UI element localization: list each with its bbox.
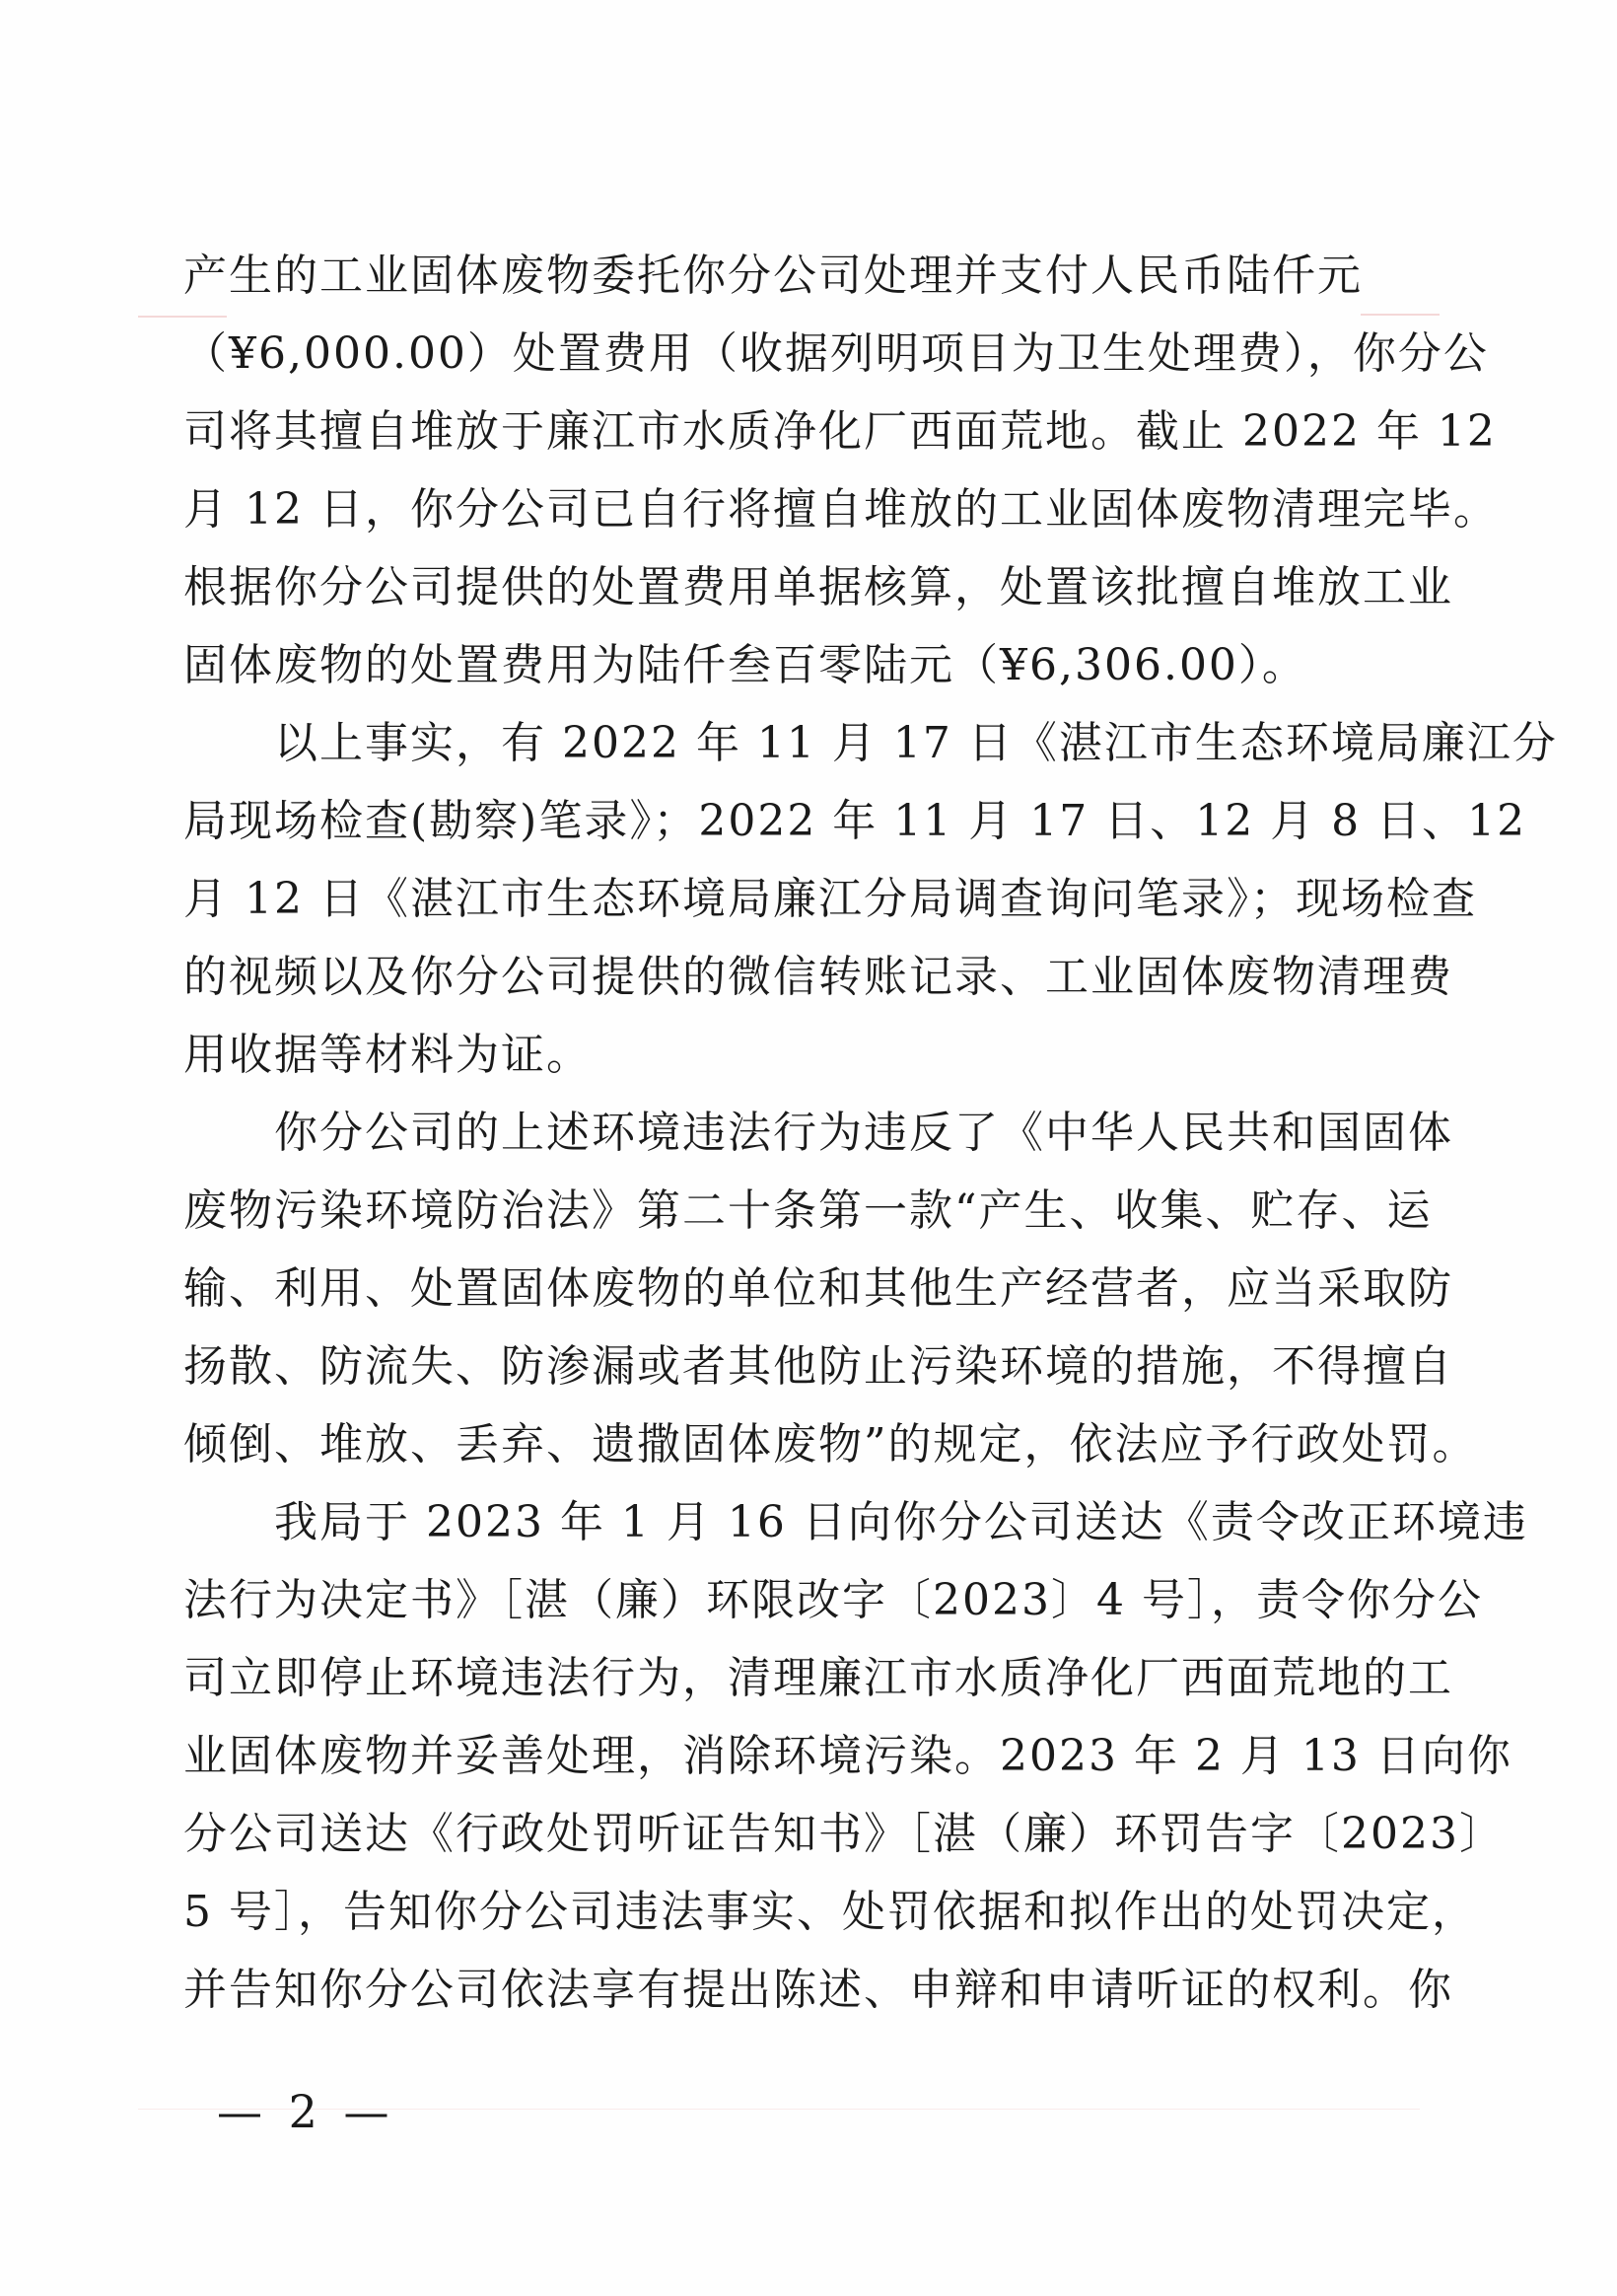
text-line: 倾倒、堆放、丢弃、遗撒固体废物”的规定，依法应予行政处罚。 <box>183 1419 1478 1470</box>
text-line: 分公司送达《行政处罚听证告知书》［湛（廉）环罚告字〔2023〕 <box>183 1809 1505 1859</box>
text-line: 你分公司的上述环境违法行为违反了《中华人民共和国固体 <box>183 1108 1453 1158</box>
text-line: （¥6,000.00）处置费用（收据列明项目为卫生处理费），你分公 <box>183 328 1489 379</box>
text-line: 业固体废物并妥善处理，消除环境污染。2023 年 2 月 13 日向你 <box>183 1731 1512 1781</box>
text-line: 司将其擅自堆放于廉江市水质净化厂西面荒地。截止 2022 年 12 <box>183 406 1497 457</box>
text-line: 输、利用、处置固体废物的单位和其他生产经营者，应当采取防 <box>183 1263 1453 1314</box>
text-line: 月 12 日《湛江市生态环境局廉江分局调查询问笔录》；现场检查 <box>183 874 1477 924</box>
text-line: 固体废物的处置费用为陆仟叁百零陆元（¥6,306.00）。 <box>183 640 1307 690</box>
text-line: 法行为决定书》［湛（廉）环限改字〔2023〕4 号］，责令你分公 <box>183 1575 1483 1625</box>
text-line: 我局于 2023 年 1 月 16 日向你分公司送达《责令改正环境违 <box>183 1497 1528 1547</box>
text-line: 的视频以及你分公司提供的微信转账记录、工业固体废物清理费 <box>183 952 1453 1002</box>
text-line: 根据你分公司提供的处置费用单据核算，处置该批擅自堆放工业 <box>183 562 1453 612</box>
text-line: 司立即停止环境违法行为，清理廉江市水质净化厂西面荒地的工 <box>183 1653 1453 1703</box>
text-line: 以上事实，有 2022 年 11 月 17 日《湛江市生态环境局廉江分 <box>183 718 1558 768</box>
text-line: 产生的工业固体废物委托你分公司处理并支付人民币陆仟元 <box>183 251 1363 301</box>
text-line: 局现场检查(勘察)笔录》；2022 年 11 月 17 日、12 月 8 日、12 <box>183 796 1527 846</box>
text-line: 月 12 日，你分公司已自行将擅自堆放的工业固体废物清理完毕。 <box>183 484 1499 535</box>
text-line: 扬散、防流失、防渗漏或者其他防止污染环境的措施，不得擅自 <box>183 1341 1453 1392</box>
text-line: 5 号］，告知你分公司违法事实、处罚依据和拟作出的处罚决定， <box>183 1887 1477 1937</box>
text-line: 用收据等材料为证。 <box>183 1030 592 1080</box>
document-body <box>183 237 1558 2029</box>
page-number: — 2 — <box>217 2085 395 2138</box>
text-line: 废物污染环境防治法》第二十条第一款“产生、收集、贮存、运 <box>183 1185 1433 1236</box>
text-line: 并告知你分公司依法享有提出陈述、申辩和申请听证的权利。你 <box>183 1965 1453 2015</box>
